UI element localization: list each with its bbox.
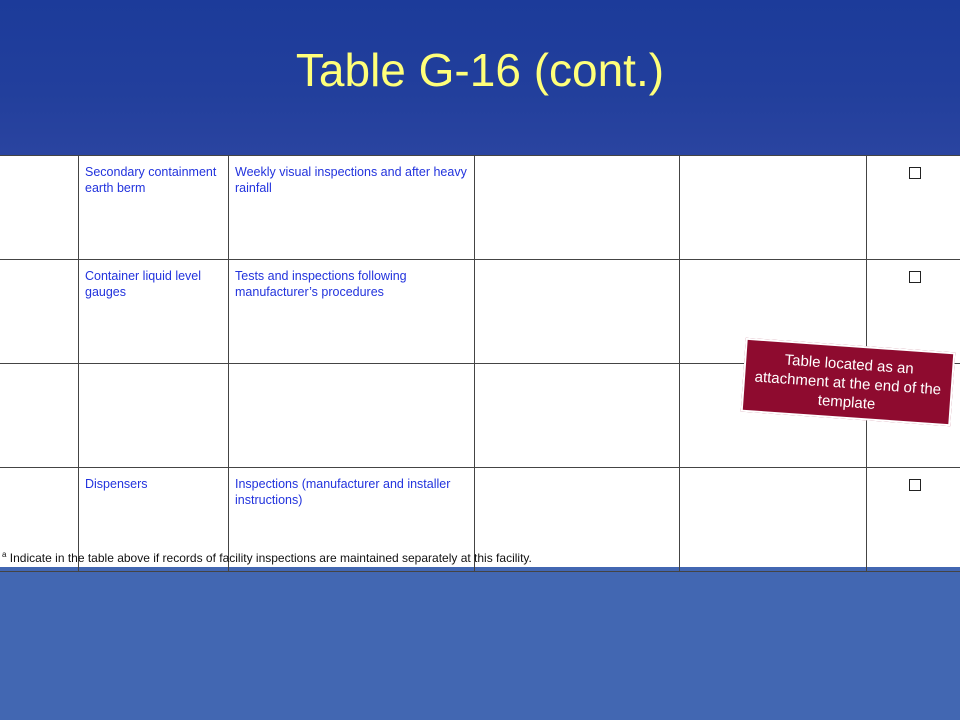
table-cell (475, 364, 680, 468)
table-cell: Inspections (manufacturer and installer instructions) (229, 468, 475, 572)
table-cell (229, 364, 475, 468)
table-cell (475, 156, 680, 260)
table-row (0, 156, 960, 260)
table-footnote (2, 550, 532, 565)
attachment-callout: Table located as an attachment at the end of the template (741, 338, 956, 426)
footnote-marker: a (2, 550, 7, 559)
slide-title: Table G-16 (cont.) (295, 44, 665, 96)
checkbox[interactable] (909, 167, 921, 179)
table-cell (680, 468, 867, 572)
table-cell (0, 364, 79, 468)
table-cell: Container liquid level gauges (79, 260, 229, 364)
table-cell (475, 260, 680, 364)
checkbox[interactable] (909, 271, 921, 283)
footnote-text: Indicate in the table above if records of facility inspections are maintained separately at this facility. (6, 551, 532, 565)
table-cell (680, 156, 867, 260)
table-cell (867, 156, 960, 260)
table-cell (867, 468, 960, 572)
table-cell (0, 260, 79, 364)
table-cell: Weekly visual inspections and after heavy rainfall (229, 156, 475, 260)
table-cell (79, 364, 229, 468)
table-cell (0, 156, 79, 260)
table-cell: Secondary containment earth berm (79, 156, 229, 260)
checkbox[interactable] (909, 479, 921, 491)
table-cell: Tests and inspections following manufacturer’s procedures (229, 260, 475, 364)
table-cell: Dispensers (79, 468, 229, 572)
